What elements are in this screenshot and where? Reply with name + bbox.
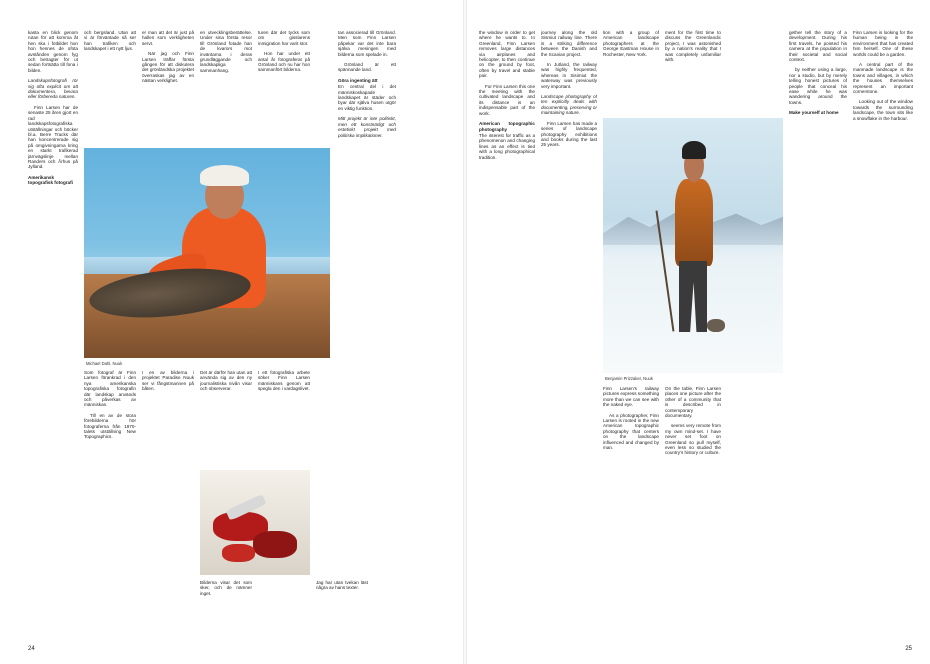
paragraph: As a photographer, Finn Larsen is rooted in the new American topographic photography that centers on the landscape influenced and changed by man. bbox=[603, 412, 659, 451]
text-column-12 bbox=[853, 30, 913, 645]
paragraph: Landskapsfotografi rör sig ofta explicit om att dokumentera, bevara eller förbereda naturen. bbox=[28, 78, 78, 100]
text-column-2-top bbox=[84, 30, 136, 142]
text-column-7 bbox=[479, 30, 535, 645]
paragraph: Till en av de stora förebilderna hör fotograferna från 1970-talets utställning New Topographics. bbox=[84, 412, 136, 440]
paragraph: seems very remote from my own mind-set. I have never set foot on Greenland so pull myself, even less so studied the country's history or culture. bbox=[665, 423, 721, 456]
text-column-9 bbox=[603, 386, 659, 645]
paragraph: by neither using a large, nor a studio, but by merely telling honest pictures of people that conceal his ease while he was wandering around the towns. bbox=[789, 67, 847, 105]
right-page bbox=[467, 0, 930, 664]
text-column-4-top bbox=[200, 30, 252, 142]
paragraph: Jag har utan tvekan läst några av hans texter. bbox=[316, 580, 368, 591]
paragraph: Det är därför han utan att använda sig av den ny journalistiska nivån visar och observerar. bbox=[200, 370, 252, 392]
text-column-3-top bbox=[142, 30, 194, 142]
text-column-4 bbox=[200, 370, 252, 465]
text-column-5-bottom bbox=[316, 580, 368, 645]
paragraph: gether tell the story of a development. During his first travels, he pointed his camera at the population in their societal and social context. bbox=[789, 30, 847, 63]
paragraph: the window in order to get where he wants to. In Greenland, Finn Larsen removes large distances via airplanes and helicopter, to then continue on the ground by foot, often by travel and stable pair. bbox=[479, 30, 535, 79]
text-column-4-bottom bbox=[200, 580, 252, 645]
text-column-8 bbox=[541, 30, 597, 645]
paragraph: On the table, Finn Larsen places one picture after the other of a community that is described in contemporary documentary. bbox=[665, 386, 721, 419]
paragraph: In Jutland, the railway was highly frequented, whereas in Sisimiut the waterway was previously very important. bbox=[541, 62, 597, 89]
paragraph: Mitt projekt är inte politiskt, men ett konstnärligt och estetiskt projekt med politiska implikationer. bbox=[338, 116, 396, 138]
paragraph: Bilderna visar det som sker, och de nämner inget. bbox=[200, 580, 252, 596]
section-heading: American topographic photography bbox=[479, 121, 535, 132]
fisherman-with-seal-photo bbox=[84, 148, 330, 358]
paragraph: en utvecklingsberättelse. Under sina första resor till Grönland fotade han de kvarors mot inväntarna i deras grundläggande och landskapliga sammanhang. bbox=[200, 30, 252, 73]
paragraph: tion with a group of American landscape photographers at the George Eastman House in Rochester, New York. bbox=[603, 30, 659, 57]
section-heading: Göra ingenting ätt bbox=[338, 77, 378, 83]
paragraph: Finn Larsen har de senaste 25 åren gjort en rad landskapsfotografiska utställningar och böcker bl.a. Berre Tracks där han koncentrerade sig på omgivningarna kring en starkt trafikerad järnvägslinje mellan Randers och Århus på Jylland. bbox=[28, 104, 78, 170]
paragraph: I en av bilderna i projektet Paradise Nuuk ser vi fångstmannen på båten. bbox=[142, 370, 194, 392]
butchered-meat-photo bbox=[200, 470, 310, 575]
paragraph: Som fotograf är Finn Larsen förankrad i den nya amerikanska topografiska fotografin där landskap används och påverkas av människan. bbox=[84, 370, 136, 408]
paragraph: Looking out of the window towards the surrounding landscape, the town sits like a snowflake in the harbour. bbox=[853, 99, 913, 121]
paragraph: A central part of the manmade landscape is the towns and villages, in which the houses themselves represent an important cornerstone. bbox=[853, 62, 913, 95]
paragraph: En central del i det människoskapade landskapet är städer och byar där själva husen utgör en viktig funktion. bbox=[338, 84, 396, 111]
text-column-1 bbox=[28, 30, 78, 645]
paragraph: ment for the first time to discuss the Greenlandic project, I was astonished by a nation's reality that I was completely unfamiliar with. bbox=[665, 30, 721, 63]
paragraph: journey along the old Sismiut railway line. There is a striking difference between the Danish and the Scanian project. bbox=[541, 30, 597, 57]
paragraph: tan associerad till Grönland. Men som Finn Larsen påpekar var det inte bara själva meningen med bilderna som spelade in. bbox=[338, 30, 396, 57]
section-heading: Amerikansk topografisk fotografi bbox=[28, 174, 73, 186]
paragraph: och bergsland. Utan att vi är förväntade så ser han trafiken och landskapet i ett nytt ljus. bbox=[84, 30, 136, 52]
text-column-6 bbox=[338, 30, 396, 575]
text-column-10 bbox=[665, 386, 721, 645]
paragraph: Finn Larsen's railway pictures express something more than we can see with the naked eye. bbox=[603, 386, 659, 408]
paragraph: Landscape photography of ten explicitly deals with documenting, preserving or maintaining nature. bbox=[541, 94, 597, 116]
photo-caption: Benjamin Prizzaker, Nuuk bbox=[605, 376, 653, 381]
paragraph: er man att det är just på hallen som verkligheten servt. bbox=[142, 30, 194, 46]
paragraph: For Finn Larsen this one the meeting with the cultivated landscape and its distance is an indispensable part of the work. bbox=[479, 83, 535, 116]
text-column-5-top bbox=[258, 30, 310, 142]
paragraph: turen där det tycks som om gisslarens inmigration har varit stor. bbox=[258, 30, 310, 46]
paragraph: Hon har under ett antal år fotograferat på Grönland och nu har hon sammanfört bilderna. bbox=[258, 51, 310, 73]
paragraph: När jag och Finn Larsen träffar första gången för att diskutera det grönländska projektet överraskas jag av en nästan verklighet. bbox=[142, 51, 194, 84]
photo-caption: Michael Dahl, Nuuk bbox=[86, 361, 123, 366]
paragraph: Grönland är ett spännande land. bbox=[338, 62, 396, 73]
text-column-5 bbox=[258, 370, 310, 465]
text-column-11 bbox=[789, 30, 847, 645]
paragraph: I ett fotografiska arbete söker Finn Larsen människans genom att spegla den i vardagslivet. bbox=[258, 370, 310, 392]
paragraph: Finn Larsen is looking for the human being in the environment that has created him herself. One of these worlds could be a garden. bbox=[853, 30, 913, 57]
left-page bbox=[0, 0, 463, 664]
hunter-on-ice-photo bbox=[603, 118, 783, 373]
text-column-10-top bbox=[665, 30, 721, 112]
section-heading: Make yourself at home bbox=[789, 110, 839, 116]
text-column-2 bbox=[84, 370, 136, 645]
paragraph: kasta en blick genom rutan för att komma åt hen ska i fotbildet hon hon hennes de ofota avstånden genom fyg och betragter för ut sedan fortsätta till fona i bilden. bbox=[28, 30, 78, 73]
text-column-3 bbox=[142, 370, 194, 645]
paragraph: Finn Larsen has made a series of landscape photography exhibitions and books during the last 25 years. bbox=[541, 120, 597, 148]
paragraph: The interest for traffic as a phenomenon and changing lines as an effect is tied with a long photographical tradition. bbox=[479, 132, 535, 160]
page-number: 25 bbox=[905, 646, 912, 652]
page-number: 24 bbox=[28, 646, 35, 652]
